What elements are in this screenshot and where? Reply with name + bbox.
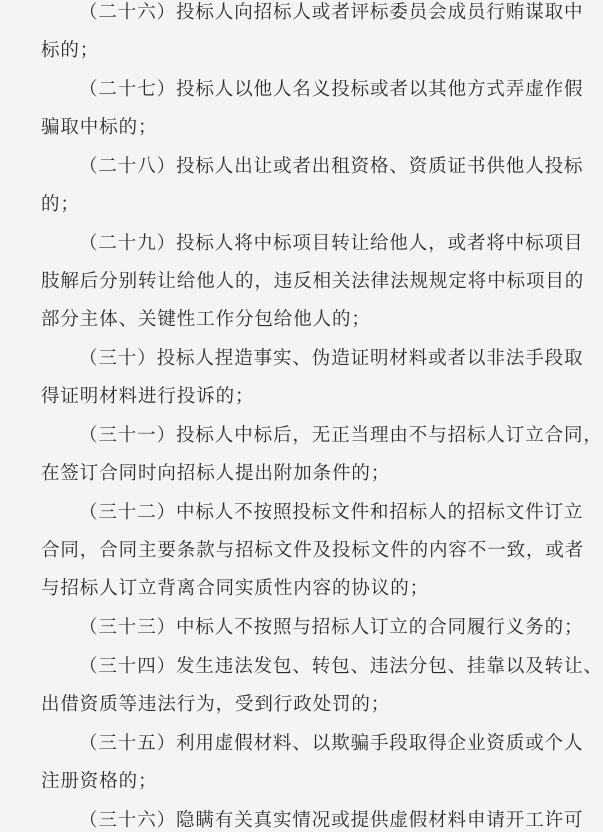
clause-29 — [41, 233, 585, 331]
clause-line: （三十一）投标人中标后，无正当理由不与招标人订立合同， — [79, 425, 603, 446]
clause-28 — [41, 156, 584, 216]
clause-30 — [41, 348, 584, 408]
clause-26 — [41, 2, 584, 62]
clause-line: 得证明材料进行投诉的； — [41, 386, 255, 407]
clause-31 — [41, 425, 603, 485]
clause-line: 在签订合同时向招标人提出附加条件的； — [41, 463, 391, 484]
clause-34 — [41, 656, 603, 716]
clause-line: （二十七）投标人以他人名义投标或者以其他方式弄虚作假 — [79, 79, 584, 100]
clause-line: （三十）投标人捏造事实、伪造证明材料或者以非法手段取 — [79, 348, 584, 369]
clause-line: 部分主体、关键性工作分包给他人的； — [41, 309, 371, 330]
clause-line: 的； — [41, 194, 80, 215]
clause-line: （三十五）利用虚假材料、以欺骗手段取得企业资质或个人 — [79, 733, 584, 754]
clause-line: （二十九）投标人将中标项目转让给他人，或者将中标项目 — [79, 233, 584, 254]
clause-line: 出借资质等违法行为，受到行政处罚的； — [41, 694, 391, 715]
clause-35 — [41, 733, 584, 793]
clause-line: （三十三）中标人不按照与招标人订立的合同履行义务的； — [79, 617, 584, 638]
clause-line: 与招标人订立背离合同实质性内容的协议的； — [41, 578, 430, 599]
clause-line: 肢解后分别转让给他人的，违反相关法律法规规定将中标项目的 — [41, 271, 585, 292]
clause-line: 合同，合同主要条款与招标文件及投标文件的内容不一致，或者 — [41, 540, 585, 561]
clause-33 — [41, 617, 584, 639]
clause-line: （二十八）投标人出让或者出租资格、资质证书供他人投标 — [79, 156, 584, 177]
clause-line: 骗取中标的； — [41, 117, 158, 138]
clause-line: （二十六）投标人向招标人或者评标委员会成员行贿谋取中 — [79, 2, 584, 23]
clause-line: （三十二）中标人不按照投标文件和招标人的招标文件订立 — [79, 502, 584, 523]
clause-line: 注册资格的； — [41, 771, 158, 792]
clause-27 — [41, 79, 584, 139]
clause-32 — [41, 502, 585, 600]
clause-line: （三十四）发生违法发包、转包、违法分包、挂靠以及转让、 — [79, 656, 603, 677]
clause-line: 标的； — [41, 40, 100, 61]
clause-36 — [41, 810, 584, 832]
clause-line: （三十六）隐瞒有关真实情况或提供虚假材料申请开工许可 — [79, 810, 584, 831]
